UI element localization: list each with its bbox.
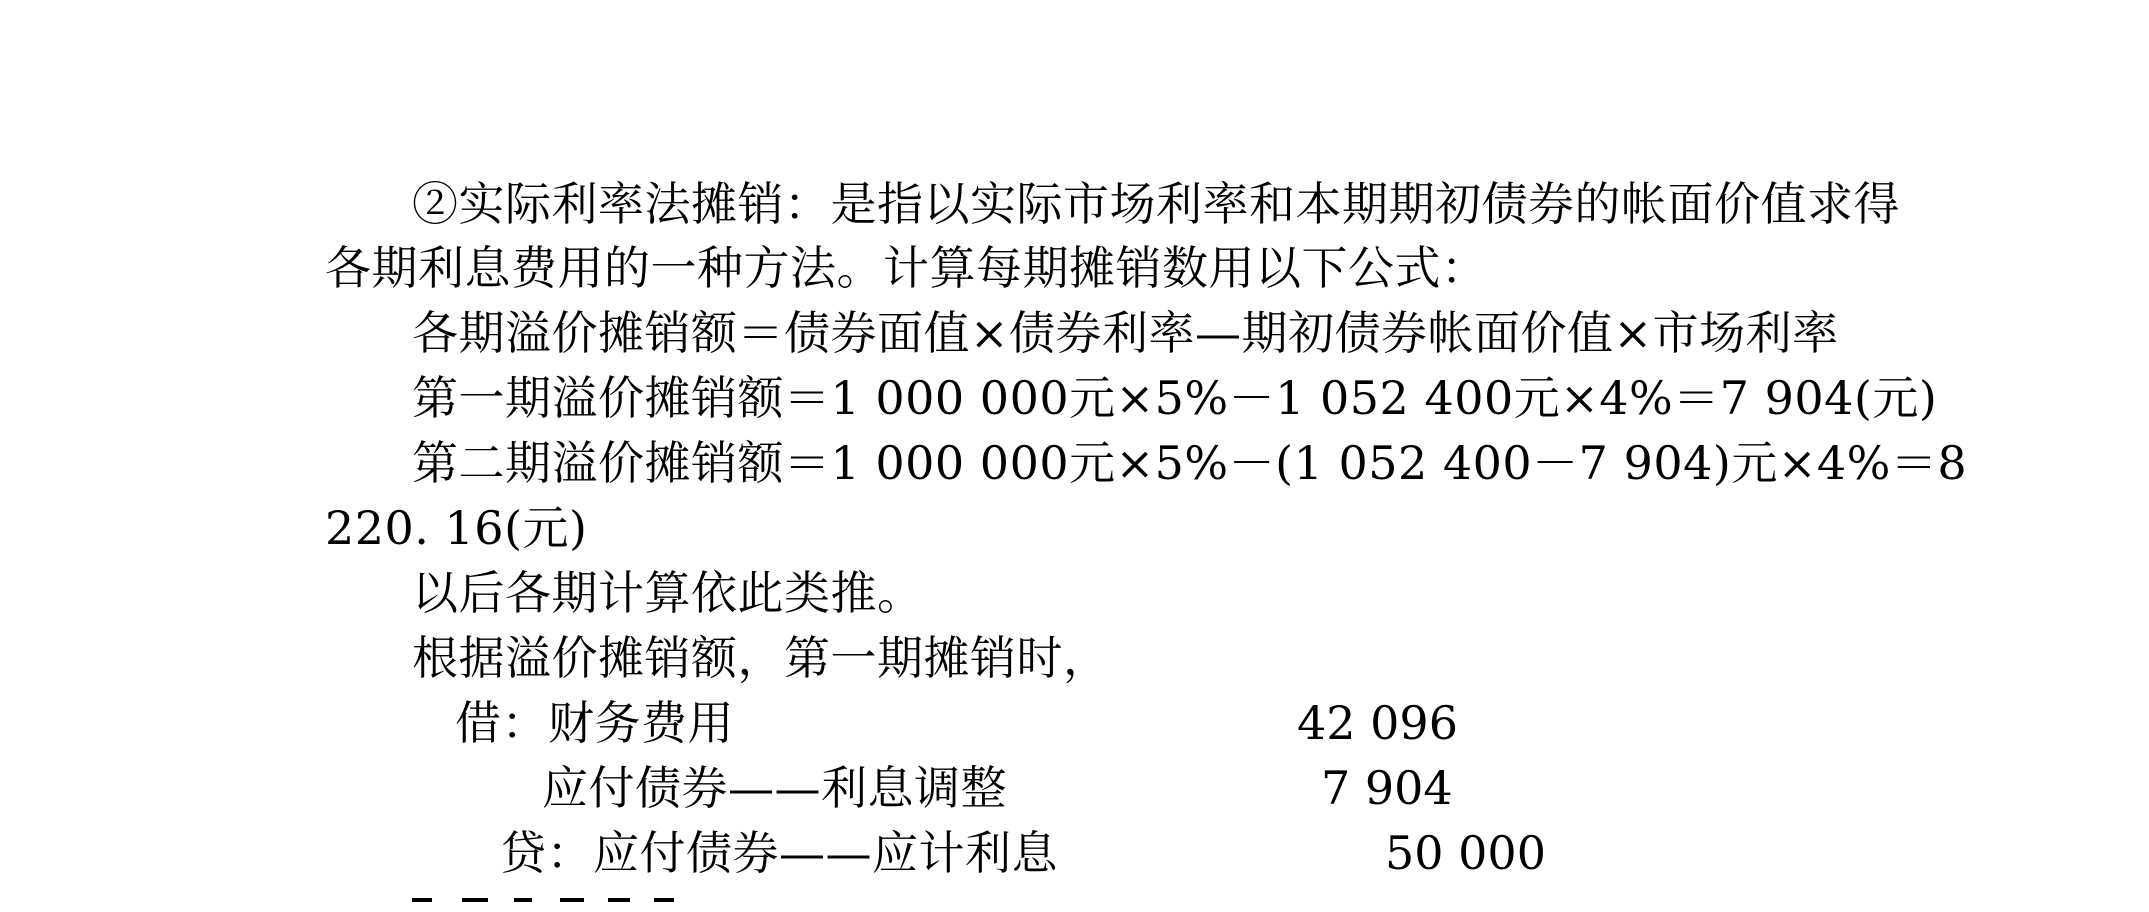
paragraph-effective-rate-definition-line2: 各期利息费用的一种方法。计算每期摊销数用以下公式： [325,241,1488,295]
calculation-period-one: 第一期溢价摊销额＝1 000 000元×5%－1 052 400元×4%＝7 904(元) [412,371,1938,425]
paragraph-first-period-intro: 根据溢价摊销额，第一期摊销时， [412,631,1110,685]
journal-debit-finance-expense-amount: 42 096 [1297,696,1458,750]
journal-debit-bond-adjustment-label: 应付债券——利息调整 [542,761,1007,815]
journal-debit-finance-expense-label: 借：财务费用 [455,696,734,750]
formula-premium-amortization: 各期溢价摊销额＝债券面值×债券利率—期初债券帐面价值×市场利率 [412,306,1839,360]
paragraph-subsequent-periods: 以后各期计算依此类推。 [412,566,924,620]
journal-credit-accrued-interest-label: 贷：应付债券——应计利息 [500,826,1058,880]
journal-credit-accrued-interest-amount: 50 000 [1385,826,1546,880]
calculation-period-two-line1: 第二期溢价摊销额＝1 000 000元×5%－(1 052 400－7 904)元×4%＝8 [412,436,1968,490]
paragraph-effective-rate-definition-line1: ②实际利率法摊销：是指以实际市场利率和本期期初债券的帐面价值求得 [412,177,1900,231]
cut-off-text-fragment [410,872,710,912]
journal-debit-bond-adjustment-amount: 7 904 [1321,761,1453,815]
calculation-period-two-line2: 220. 16(元) [325,501,588,555]
cut-off-next-line [410,872,710,912]
